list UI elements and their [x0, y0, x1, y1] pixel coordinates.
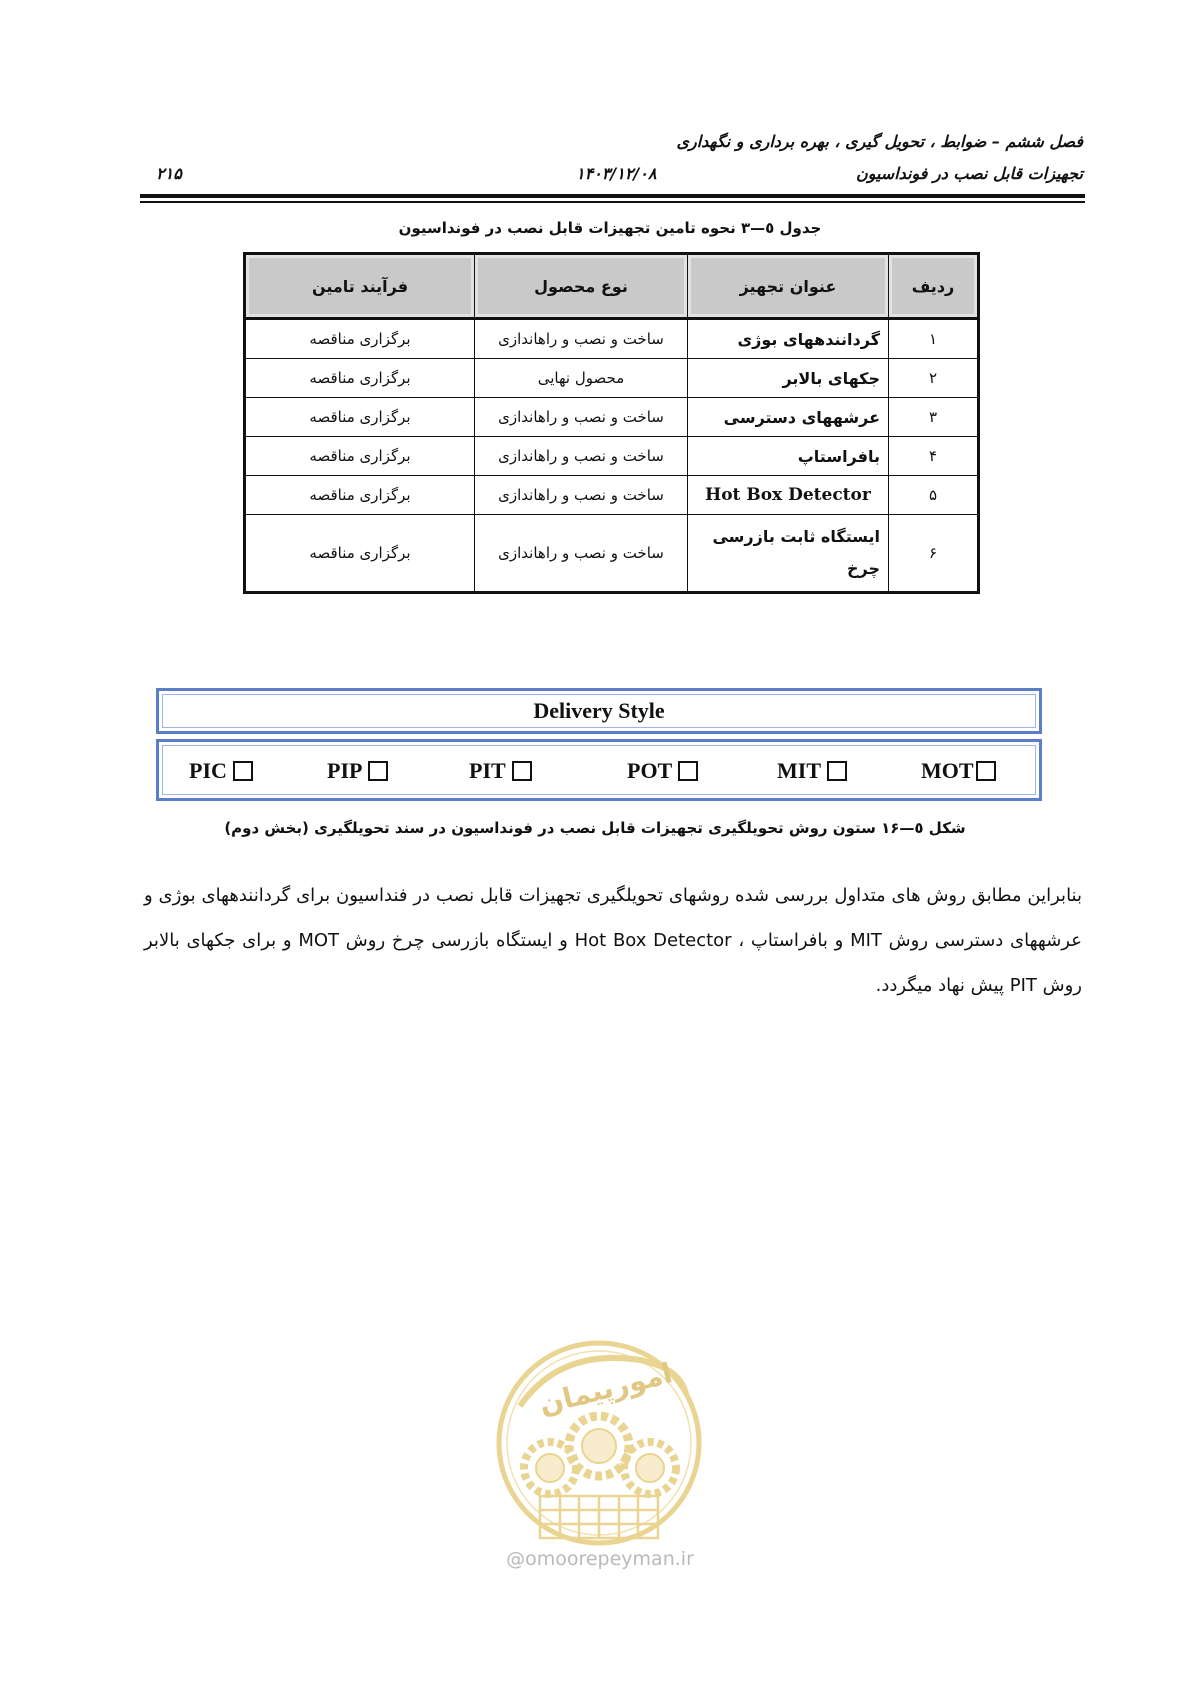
supply-process: برگزاری مناقصه — [245, 476, 475, 515]
watermark-site: @omoorepeyman.ir — [506, 1548, 694, 1570]
delivery-style-title: Delivery Style — [156, 688, 1042, 734]
header-rule-thin — [140, 201, 1085, 203]
option-pic[interactable] — [189, 758, 253, 784]
product-type: محصول نهایی — [475, 359, 688, 398]
option-mit[interactable] — [777, 758, 847, 784]
table-row — [245, 515, 979, 593]
equipment-title: گردانندههای بوژی — [688, 319, 889, 359]
option-label: PIP — [327, 758, 363, 783]
product-type: ساخت و نصب و راهاندازی — [475, 437, 688, 476]
checkbox-icon[interactable] — [368, 761, 388, 781]
option-pot[interactable] — [627, 758, 698, 784]
option-label: POT — [627, 758, 673, 783]
option-pip[interactable] — [327, 758, 388, 784]
column-header-product-type: نوع محصول — [475, 254, 688, 319]
supply-process: برگزاری مناقصه — [245, 515, 475, 593]
watermark-logo-text: امورپیمان — [535, 1356, 676, 1422]
table-row — [245, 359, 979, 398]
equipment-title: بافراستاپ — [688, 437, 889, 476]
option-mot[interactable] — [921, 758, 996, 784]
table-row — [245, 319, 979, 359]
row-number: ۴ — [889, 437, 979, 476]
supply-process: برگزاری مناقصه — [245, 398, 475, 437]
equipment-title: عرشههای دسترسی — [688, 398, 889, 437]
checkbox-icon[interactable] — [233, 761, 253, 781]
checkbox-icon[interactable] — [678, 761, 698, 781]
supply-process: برگزاری مناقصه — [245, 319, 475, 359]
option-label: PIT — [469, 758, 506, 783]
header-rule-thick — [140, 194, 1085, 198]
checkbox-icon[interactable] — [976, 761, 996, 781]
section-title: تجهیزات قابل نصب در فونداسیون — [855, 164, 1083, 183]
header-date: ۱۴۰۳/۱۲/۰۸ — [576, 164, 657, 183]
figure-caption: شکل ٥—۱۶ ستون روش تحویلگیری تجهیزات قابل نصب در فونداسیون در سند تحویلگیری (بخش دوم) — [224, 819, 966, 837]
equipment-title: جکهای بالابر — [688, 359, 889, 398]
table-header-row — [245, 254, 979, 319]
chapter-title: فصل ششم – ضوابط ، تحویل گیری ، بهره برداری و نگهداری — [676, 132, 1083, 151]
option-pit[interactable] — [469, 758, 532, 784]
equipment-title: ایستگاه ثابت بازرسی چرخ — [688, 515, 889, 593]
option-label: MOT — [921, 758, 974, 783]
table-row — [245, 398, 979, 437]
column-header-row-number: ردیف — [889, 254, 979, 319]
checkbox-icon[interactable] — [512, 761, 532, 781]
equipment-title: Hot Box Detector — [688, 476, 889, 515]
table-row — [245, 437, 979, 476]
checkbox-icon[interactable] — [827, 761, 847, 781]
body-paragraph: بنابراین مطابق روش های متداول بررسی شده روشهای تحویلگیری تجهیزات قابل نصب در فنداسیون برای گردانندههای بوژی و عرشههای دسترسی روش MIT و بافراستاپ ، Hot Box Detector و ایستگاه بازرسی چرخ روش MOT و برای جکهای بالابر روش PIT پیش نهاد میگردد. — [144, 885, 1082, 996]
table-row — [245, 476, 979, 515]
row-number: ۱ — [889, 319, 979, 359]
product-type: ساخت و نصب و راهاندازی — [475, 476, 688, 515]
row-number: ۳ — [889, 398, 979, 437]
table-caption: جدول ٥—٣ نحوه تامین تجهیزات قابل نصب در فونداسیون — [398, 219, 822, 237]
page-number: ۲۱۵ — [156, 164, 182, 183]
watermark-logo — [490, 1328, 708, 1558]
option-label: MIT — [777, 758, 821, 783]
column-header-supply-process: فرآیند تامین — [245, 254, 475, 319]
row-number: ۵ — [889, 476, 979, 515]
product-type: ساخت و نصب و راهاندازی — [475, 515, 688, 593]
product-type: ساخت و نصب و راهاندازی — [475, 398, 688, 437]
column-header-equipment-title: عنوان تجهیز — [688, 254, 889, 319]
row-number: ۶ — [889, 515, 979, 593]
product-type: ساخت و نصب و راهاندازی — [475, 319, 688, 359]
equipment-supply-table — [243, 252, 980, 594]
supply-process: برگزاری مناقصه — [245, 359, 475, 398]
row-number: ۲ — [889, 359, 979, 398]
delivery-style-options — [156, 739, 1042, 801]
option-label: PIC — [189, 758, 227, 783]
supply-process: برگزاری مناقصه — [245, 437, 475, 476]
